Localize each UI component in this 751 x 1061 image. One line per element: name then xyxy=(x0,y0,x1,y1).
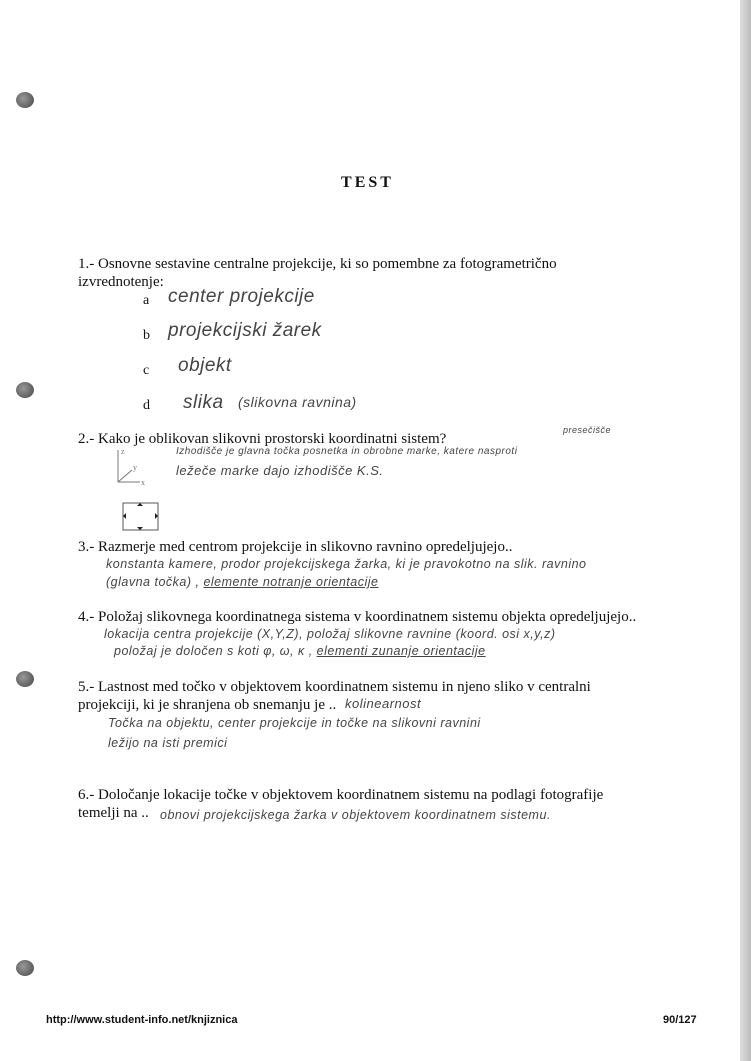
svg-text:z: z xyxy=(121,447,125,456)
answer-2-line1: Izhodišče je glavna točka posnetka in obrobne marke, katere nasproti xyxy=(176,446,518,457)
answer-a: center projekcije xyxy=(168,286,315,307)
item-label: b xyxy=(143,328,150,343)
question-6: 6.- Določanje lokacije točke v objektovem koordinatnem sistemu na podlagi fotografije xyxy=(78,787,604,803)
answer-3-line2: (glavna točka) , elemente notranje orientacije xyxy=(106,575,379,589)
question-1: 1.- Osnovne sestavine centralne projekcije, ki so pomembne za fotogrametrično xyxy=(78,256,557,272)
item-label: c xyxy=(143,363,150,378)
answer-3-line1: konstanta kamere, prodor projekcijskega žarka, ki je pravokotno na slik. ravnino xyxy=(106,557,587,571)
question-1-cont: izvrednotenje: xyxy=(78,274,164,290)
page-title: TEST xyxy=(341,174,394,191)
question-4: 4.- Položaj slikovnega koordinatnega sistema v koordinatnem sistemu objekta opredeljujejo.. xyxy=(78,609,637,625)
answer-4-line1: lokacija centra projekcije (X,Y,Z), položaj slikovne ravnine (koord. osi x,y,z) xyxy=(104,627,556,641)
answer-insert: presečišče xyxy=(563,425,612,435)
answer-b: projekcijski žarek xyxy=(168,320,322,341)
page-number: 90/127 xyxy=(663,1014,697,1026)
question-5: 5.- Lastnost med točko v objektovem koordinatnem sistemu in njeno sliko v centralni xyxy=(78,679,591,695)
punch-hole xyxy=(16,671,34,687)
punch-hole xyxy=(16,960,34,976)
fiducial-marks-sketch xyxy=(122,502,160,532)
answer-5-line1: Točka na objektu, center projekcije in točke na slikovni ravnini xyxy=(108,716,481,730)
answer-5: kolinearnost xyxy=(345,696,422,711)
answer-d: slika xyxy=(183,392,224,413)
punch-hole xyxy=(16,92,34,108)
question-2: 2.- Kako je oblikovan slikovni prostorski koordinatni sistem? xyxy=(78,431,447,447)
question-6-cont: temelji na .. xyxy=(78,805,149,821)
answer-d-note: (slikovna ravnina) xyxy=(238,394,357,410)
question-3: 3.- Razmerje med centrom projekcije in slikovno ravnino opredeljujejo.. xyxy=(78,539,513,555)
footer-url[interactable]: http://www.student-info.net/knjiznica xyxy=(46,1014,238,1026)
svg-text:x: x xyxy=(141,478,145,486)
answer-5-line2: ležijo na isti premici xyxy=(108,736,228,750)
item-label: d xyxy=(143,398,150,413)
axes-sketch xyxy=(106,446,150,486)
answer-2-line2: ležeče marke dajo izhodišče K.S. xyxy=(176,463,384,478)
answer-4-line2: položaj je določen s koti φ, ω, κ , elementi zunanje orientacije xyxy=(114,644,486,658)
answer-c: objekt xyxy=(178,355,232,376)
answer-6: obnovi projekcijskega žarka v objektovem koordinatnem sistemu. xyxy=(160,808,551,822)
question-5-cont: projekciji, ki je shranjena ob snemanju je .. xyxy=(78,697,337,713)
scan-edge xyxy=(740,0,751,1061)
item-label: a xyxy=(143,293,150,308)
svg-text:y: y xyxy=(133,463,137,472)
punch-hole xyxy=(16,382,34,398)
